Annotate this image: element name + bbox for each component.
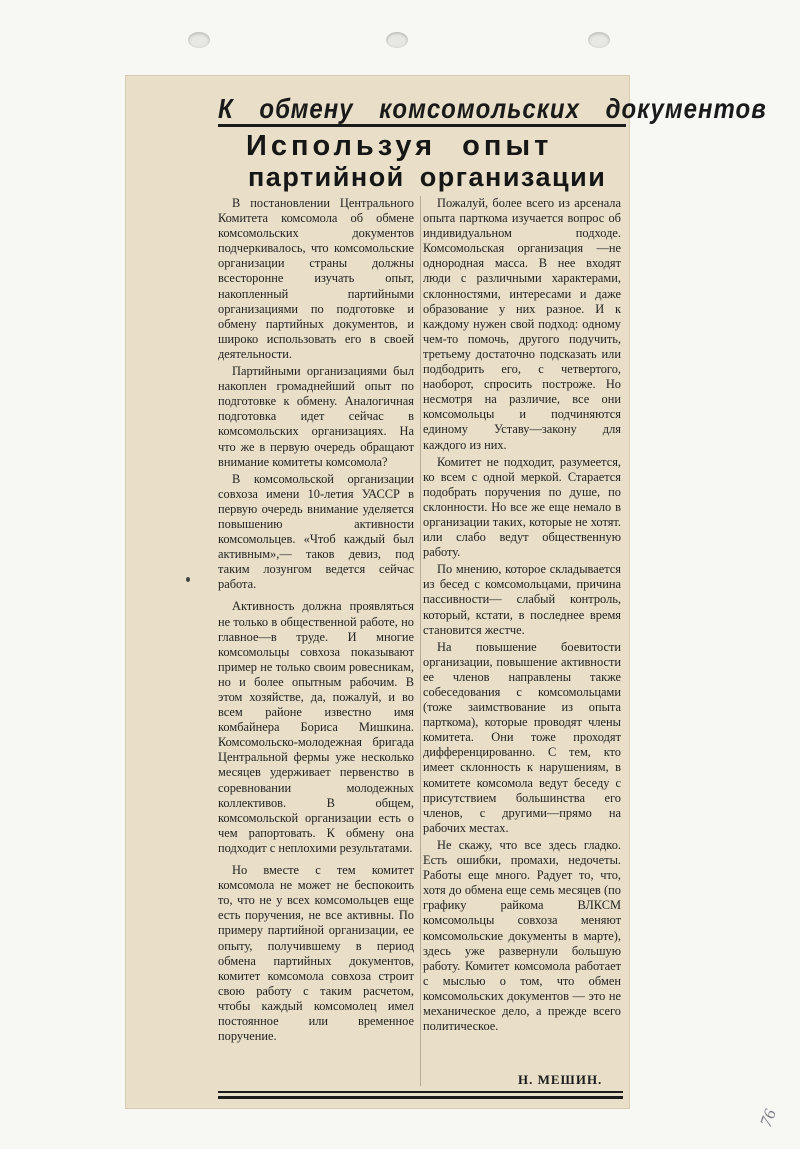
paragraph: В постановлении Центрального Комитета комсомола об обмене комсомольских документов подчеркивалось, что комсомольские организации страны должны всесторонне изучать опыт, накопленный партийными организациями по подготовке и обмену партийных документов, и широко использовать его в своей деятельности.: [218, 196, 414, 361]
article-left-column: [218, 196, 414, 1046]
ink-speck: [186, 577, 190, 582]
column-divider: [420, 196, 421, 1086]
paragraph: На повышение боевитости организации, повышение активности ее членов направлены также собеседования с комсомольцами (тоже заимствование из опыта парткома), которые проводят члены комитета. Они тоже проходят дифференцированно. С тем, кто имеет склонность к нарушениям, в комитете комсомола ведут беседу с присутствием большинства его членов, с другими—прямо на рабочих местах.: [423, 639, 621, 835]
punch-hole: [588, 32, 610, 48]
paragraph: Пожалуй, более всего из арсенала опыта парткома изучается вопрос об индивидуальном подходе. Комсомольская организация —не однородная масса. В нее входят люди с различными характерами, склонностями, интересами и даже образование у них разное. И к каждому нужен свой подход: одному чем-то помочь, другого подучить, третьему достаточно подсказать или подбодрить его, с четвертого, наоборот, спросить построже. Но несмотря на различие, все они комсомольцы и подчиняются единому Уставу—закону для каждого из них.: [423, 196, 621, 452]
punch-hole: [188, 32, 210, 48]
paragraph: Активность должна проявляться не только в общественной работе, но главное—в труде. И многие комсомольцы совхоза показывают пример не только своим ровесникам, но и более опытным рабочим. В этом хозяйстве, да, пожалуй, и во всем районе известно имя комбайнера Бориса Мишкина. Комсомольско-молодежная бригада Центральной фермы уже несколько месяцев удерживает первенство в соревновании молодежных коллективов. В общем, комсомольской организации есть о чем рапортовать. К обмену она подходит с неплохими результатами.: [218, 599, 414, 855]
article-title-line2: партийной организации: [248, 162, 607, 192]
paragraph: Комитет не подходит, разумеется, ко всем с одной меркой. Старается подобрать поручения по душе, по склонности. Но все же еще немало в организации таких, которые не хотят. или слабо ведут общественную работу.: [423, 454, 621, 560]
article-right-column: [423, 196, 621, 1036]
archive-page-number: 76: [756, 1106, 780, 1130]
bottom-rule: [218, 1091, 623, 1093]
paragraph: По мнению, которое складывается из бесед с комсомольцами, причина пассивности— слабый контроль, который, кстати, в последнее время становится жестче.: [423, 562, 621, 637]
punch-hole: [386, 32, 408, 48]
paragraph: В комсомольской организации совхоза имени 10-летия УАССР в первую очередь внимание уделяется повышению активности комсомольцев. «Чтоб каждый был активным»,— таков девиз, под таким лозунгом ведется сейчас работа.: [218, 471, 414, 592]
paragraph: Партийными организациями был накоплен громаднейший опыт по подготовке к обмену. Аналогичная подготовка идет сейчас в комсомольских организациях. На что же в первую очередь обращают внимание комитеты комсомола?: [218, 364, 414, 469]
paragraph: Но вместе с тем комитет комсомола не может не беспокоить то, что не у всех комсомольцев еще есть поручения, не все активны. По примеру партийной организации, ее опыту, получившему в период обмена партийных документов, комитет комсомола совхоза строит свою работу с таким расчетом, чтобы каждый комсомолец имел постоянное или временное поручение.: [218, 863, 414, 1044]
bottom-rule: [218, 1096, 623, 1099]
paragraph: Не скажу, что все здесь гладко. Есть ошибки, промахи, недочеты. Работы еще много. Радует то, что, хотя до обмена еще семь месяцев (по графику райкома ВЛКСМ комсомольцы совхоза меняют комсомольские документы в марте), здесь уже развернули большую работу. Комитет комсомола работает с мыслью о том, что обмен комсомольских документов — это не механическое дело, а прежде всего политическое.: [423, 837, 621, 1034]
rubric-header: [218, 90, 767, 127]
rubric-text: К обмену комсомольских документов: [218, 94, 767, 126]
article-title-line1: Используя опыт: [246, 130, 553, 162]
author-signature: Н. МЕШИН.: [518, 1072, 603, 1087]
